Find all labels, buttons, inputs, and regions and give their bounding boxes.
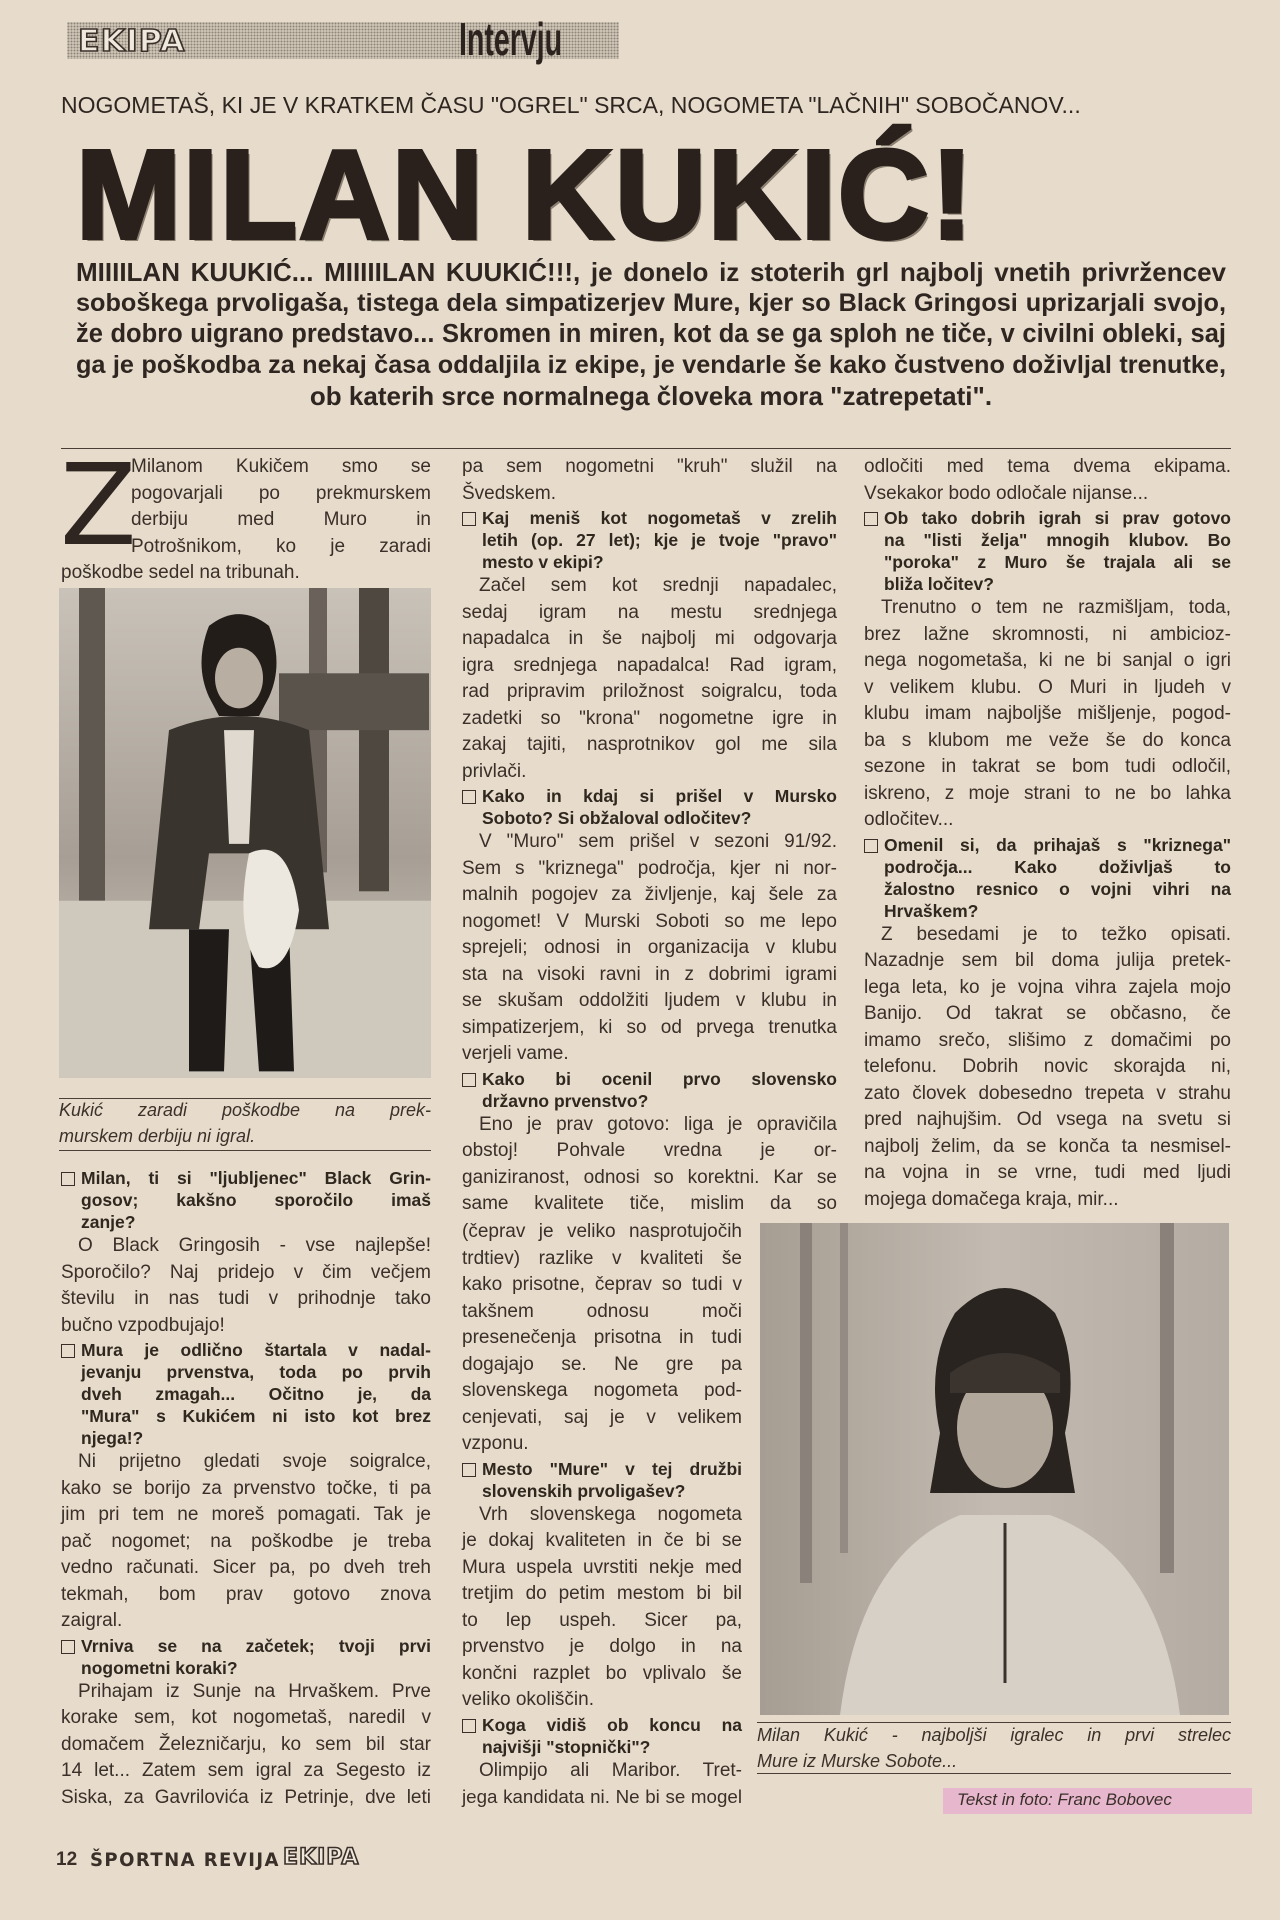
answer-line: tekmah, bom prav gotovo znova: [61, 1583, 431, 1605]
photo-caption: [757, 1722, 1231, 1774]
lead-paragraph: [76, 257, 1226, 412]
answer-line: Ni prijetno gledati svoje soigralce,: [78, 1451, 431, 1472]
divider: [61, 448, 1231, 449]
question-line: žalostno resnico o vojni vihri na: [884, 878, 1231, 899]
interview-answer: [61, 1233, 431, 1339]
column-2: [462, 454, 837, 1218]
answer-line: kako prisotne, čeprav so tudi v: [462, 1274, 742, 1295]
photo-caption: [59, 1097, 431, 1149]
interview-question: [864, 507, 1231, 595]
answer-line: zato človek dobesedno trepeta v strahu: [864, 1082, 1231, 1104]
answer-line: pač nogomet; na poškodbe je treba: [61, 1530, 431, 1552]
question-box-icon: [462, 1719, 476, 1733]
question-line: Vrniva se na začetek; tvoji prvi: [81, 1635, 431, 1656]
answer-line: brez lažne skromnosti, ni ambicioz-: [864, 623, 1231, 645]
answer-line: Trenutno o tem ne razmišljam, toda,: [881, 597, 1231, 618]
answer-line: Olimpijo ali Maribor. Tret-: [479, 1759, 742, 1781]
answer-line: tretjim do petim mestom bi bil: [462, 1583, 742, 1604]
section-label: Intervju: [459, 13, 563, 65]
interview-answer: [462, 573, 837, 785]
answer-line: Začel sem kot srednji napadalec,: [479, 575, 837, 596]
answer-line: sedaj igram na mestu srednjega: [462, 601, 837, 623]
question-line: letih (op. 27 let); kje je tvoje "pravo": [482, 530, 837, 550]
answer-line: nega nogometaša, ki ne bi sanjal o igri: [864, 650, 1231, 671]
answer-line: nogomet! V Murski Soboti so me lepo: [462, 910, 837, 932]
question-line: najvišji "stopnički"?: [482, 1736, 651, 1757]
lead-line: že dobro uigrano predstavo... Skromen in miren, kot da se ga sploh ne tiče, v civilni obleki, saj: [76, 320, 1226, 348]
answer-line: v velikem klubu. O Muri in ljudeh v: [864, 676, 1231, 698]
interview-question: [462, 785, 837, 829]
answer-line: pa sem nogometni "kruh" služil na: [462, 456, 837, 477]
interview-answer: [462, 1758, 742, 1811]
ekipa-footer-logo: EKIPA: [283, 1845, 360, 1870]
answer-line: sprejeli; odnosi in organizacija v klubu: [462, 937, 837, 958]
question-line: Soboto? Si obžaloval odločitev?: [482, 808, 752, 828]
answer-line: domačem Železničarju, ko sem bil star: [61, 1733, 431, 1755]
question-line: njega!?: [81, 1428, 144, 1448]
answer-line: jim pri tem ne moreš pomagati. Tak je: [61, 1504, 431, 1525]
question-line: področja... Kako doživljaš to: [884, 856, 1231, 877]
answer-line: (čeprav je veliko nasprotujočih: [462, 1221, 742, 1242]
intro-line: pogovarjali po prekmurskem: [131, 482, 431, 504]
question-line: Koga vidiš ob koncu na: [482, 1714, 742, 1735]
answer-line: cenjevati, saj je v velikem: [462, 1406, 742, 1428]
photo-kukic-portrait: [760, 1223, 1229, 1715]
caption-line: murskem derbiju ni igral.: [59, 1126, 256, 1146]
answer-line: Eno je prav gotovo: liga je opravičila: [479, 1113, 837, 1135]
answer-line: vzponu.: [462, 1433, 529, 1454]
answer-line: jega kandidata ni. Ne bi se mogel: [462, 1786, 742, 1807]
question-box-icon: [462, 790, 476, 804]
question-line: "Mura" s Kukićem ni isto kot brez: [81, 1406, 431, 1426]
answer-line: telefonu. Dobrih novic skorajda ni,: [864, 1056, 1231, 1077]
answer-line: kako se borijo za prvenstvo točke, ti pa: [61, 1477, 431, 1499]
page-number: 12: [56, 1849, 78, 1870]
caption-line: Kukić zaradi poškodbe na prek-: [59, 1100, 431, 1120]
interview-answer: [61, 1679, 431, 1812]
answer-line: Vrh slovenskega nogometa: [479, 1503, 742, 1525]
interview-question: [61, 1167, 431, 1233]
question-line: Mesto "Mure" v tej družbi: [482, 1458, 742, 1479]
interview-answer: [864, 454, 1231, 507]
interview-question: [462, 1068, 837, 1112]
caption-rule-bottom: [59, 1150, 431, 1151]
interview-question: [864, 834, 1231, 922]
interview-answer: [864, 922, 1231, 1214]
photo-kukic-park: [59, 588, 431, 1078]
question-box-icon: [61, 1640, 75, 1654]
answer-line: igra srednjega napadalca! Rad igram,: [462, 654, 837, 676]
answer-line: O Black Gringosih - vse najlepše!: [78, 1235, 431, 1256]
answer-line: Siska, za Gavrilovića iz Petrinje, dve leti: [61, 1786, 431, 1808]
question-box-icon: [864, 839, 878, 853]
intro-line: poškodbe sedel na tribunah.: [61, 562, 300, 583]
question-line: Milan, ti si "ljubljenec" Black Grin-: [81, 1168, 431, 1188]
ekipa-logo: EKIPA: [78, 24, 186, 59]
question-box-icon: [462, 512, 476, 526]
answer-line: Banijo. Od takrat se občasno, če: [864, 1003, 1231, 1024]
answer-line: V "Muro" sem prišel v sezoni 91/92.: [479, 831, 837, 852]
question-box-icon: [61, 1172, 75, 1186]
question-line: Kako in kdaj si prišel v Mursko: [482, 786, 837, 806]
answer-line: bučno vzpodbujajo!: [61, 1314, 225, 1336]
answer-line: prvenstvo je dolgo in na: [462, 1636, 742, 1657]
answer-line: odločiti med tema dvema ekipama.: [864, 456, 1231, 477]
interview-answer: [462, 1219, 742, 1458]
answer-line: najbolj želim, da se konča ta nesmisel-: [864, 1135, 1231, 1157]
answer-line: Sporočilo? Naj pridejo v čim večjem: [61, 1261, 431, 1283]
answer-line: rad pripravim priložnost soigralcu, toda: [462, 681, 837, 702]
question-line: slovenskih prvoligašev?: [482, 1480, 686, 1501]
intro-line: Milanom Kukičem smo se: [131, 456, 431, 477]
question-line: zanje?: [81, 1212, 136, 1232]
answer-line: zakaj tajiti, nasprotnikov gol me sila: [462, 734, 837, 755]
intro-paragraph: [60, 441, 431, 587]
question-line: bliža ločitev?: [884, 574, 994, 594]
answer-line: trdtiev) razlike v kvaliteti še: [462, 1247, 742, 1269]
credit-text: Tekst in foto: Franc Bobovec: [957, 1790, 1172, 1809]
question-line: jevanju prvenstva, toda po prvih: [81, 1362, 431, 1382]
answer-line: imamo srečo, slišimo z domačimi po: [864, 1029, 1231, 1051]
question-box-icon: [61, 1344, 75, 1358]
interview-answer: [462, 1112, 837, 1218]
answer-line: zaigral.: [61, 1610, 123, 1631]
answer-line: presenečenja prisotna in tudi: [462, 1327, 742, 1348]
answer-line: mojega domačega kraja, mir...: [864, 1188, 1119, 1210]
answer-line: napadalca in še najbolj mi odgovarja: [462, 628, 837, 649]
question-box-icon: [864, 512, 878, 526]
interview-answer: [864, 595, 1231, 834]
answer-line: obstoj! Pohvale vredna je or-: [462, 1140, 837, 1161]
question-line: Mura je odlično štartala v nadal-: [81, 1340, 431, 1360]
answer-line: same kvalitete tiče, mislim da so: [462, 1193, 837, 1214]
kicker-subtitle: NOGOMETAŠ, KI JE V KRATKEM ČASU "OGREL" SRCA, NOGOMETA "LAČNIH" SOBOČANOV...: [61, 92, 1081, 118]
answer-line: na vojna in se vrne, tudi med ljudi: [864, 1162, 1231, 1183]
interview-question: [462, 507, 837, 573]
answer-line: Nazadnje sem bil doma julija pretek-: [864, 950, 1231, 971]
author-credit: [943, 1788, 1252, 1814]
answer-line: simpatizerjem, ki so od prvega trenutka: [462, 1016, 837, 1038]
answer-line: dogajajo se. Ne gre pa: [462, 1353, 742, 1375]
interview-answer: [61, 1449, 431, 1635]
answer-line: klubu imam najboljše mišljenje, pogod-: [864, 703, 1231, 724]
question-box-icon: [462, 1073, 476, 1087]
question-line: državno prvenstvo?: [482, 1090, 649, 1111]
answer-line: malnih pogojev za življenje, kaj šele za: [462, 884, 837, 905]
caption-rule-bottom: [757, 1773, 1231, 1774]
interview-answer: [462, 454, 837, 507]
question-line: nogometni koraki?: [81, 1657, 238, 1678]
intro-line: Potrošnikom, ko je zaradi: [131, 535, 431, 557]
answer-line: veliko okoliščin.: [462, 1689, 594, 1710]
lead-line: ob katerih srce normalnega človeka mora "zatrepetati".: [309, 381, 993, 411]
answer-line: vedno računati. Sicer pa, po dveh treh: [61, 1557, 431, 1578]
drop-cap: Z: [60, 441, 137, 571]
answer-line: iskreno, z moje strani to ne bo lahka: [864, 782, 1231, 804]
answer-line: 14 let... Zatem sem igral za Segesto iz: [61, 1760, 431, 1781]
question-line: Kaj meniš kot nogometaš v zrelih: [482, 508, 837, 528]
answer-line: pred najhujšim. Od vsega na svetu si: [864, 1109, 1231, 1130]
headline: MILAN KUKIĆ!: [76, 124, 975, 265]
interview-answer: [462, 829, 837, 1068]
answer-line: privlači.: [462, 760, 527, 782]
caption-line: Milan Kukić - najboljši igralec in prvi strelec: [757, 1725, 1231, 1745]
lead-line: ga je poškodba za nekaj časa oddaljila iz ekipe, je vendarle še kako čustveno doživljal trenutke,: [76, 351, 1226, 379]
intro-line: derbiju med Muro in: [131, 509, 431, 530]
answer-line: korake sem, kot nogometaš, naredil v: [61, 1707, 431, 1728]
answer-line: je dokaj kvaliteten in če bi se: [462, 1530, 742, 1551]
answer-line: Švedskem.: [462, 482, 556, 504]
answer-line: takšnem odnosu moči: [462, 1300, 742, 1322]
answer-line: sezone in takrat se bom tudi odločil,: [864, 756, 1231, 777]
interview-question: [61, 1339, 431, 1449]
magazine-name: ŠPORTNA REVIJA: [90, 1849, 280, 1871]
question-line: gosov; kakšno sporočilo imaš: [81, 1190, 431, 1210]
answer-line: Prihajam iz Sunje na Hrvaškem. Prve: [78, 1680, 431, 1702]
column-2-beside-photo: [462, 1219, 742, 1811]
answer-line: se skušam oddolžiti ljudem v klubu in: [462, 990, 837, 1011]
answer-line: lega leta, ko je vojna vihra zajela mojo: [864, 976, 1231, 998]
answer-line: ba s klubom me veže še do konca: [864, 729, 1231, 751]
interview-question: [462, 1458, 742, 1502]
answer-line: Vsekakor bodo odločale nijanse...: [864, 482, 1149, 504]
lead-line: MIIIILAN KUUKIĆ... MIIIIILAN KUUKIĆ!!!, je donelo iz stoterih grl najbolj vnetih privržencev: [76, 257, 1226, 287]
answer-line: ganiziranost, odnosi so korektni. Kar se: [462, 1166, 837, 1188]
question-line: Omenil si, da prihajaš s "kriznega": [884, 834, 1231, 855]
answer-line: sta na visoki ravni in z dobrimi igrami: [462, 963, 837, 985]
answer-line: verjeli vame.: [462, 1043, 569, 1064]
question-box-icon: [462, 1463, 476, 1477]
question-line: mesto v ekipi?: [482, 552, 604, 572]
answer-line: slovenskega nogometa pod-: [462, 1380, 742, 1401]
interview-question: [462, 1714, 742, 1758]
question-line: Hrvaškem?: [884, 900, 979, 921]
interview-answer: [462, 1502, 742, 1714]
answer-line: Z besedami je to težko opisati.: [881, 923, 1231, 945]
answer-line: Mura uspela uvrstiti nekje med: [462, 1556, 742, 1578]
column-3: [864, 454, 1231, 1213]
question-line: dveh zmagah... Očitno je, da: [81, 1384, 431, 1404]
interview-question: [61, 1635, 431, 1679]
column-1: [61, 1167, 431, 1811]
answer-line: to lep uspeh. Sicer pa,: [462, 1609, 742, 1631]
question-line: Ob tako dobrih igrah si prav gotovo: [884, 508, 1231, 528]
question-line: "poroka" z Muro še trajala ali se: [884, 552, 1231, 572]
lead-line: soboškega prvoligaša, tistega dela simpatizerjev Mure, kjer so Black Gringosi uprizarjali svojo,: [76, 289, 1226, 317]
caption-line: Mure iz Murske Sobote...: [757, 1751, 958, 1771]
answer-line: zadetki so "krona" nogometne igre in: [462, 707, 837, 729]
answer-line: odločitev...: [864, 809, 954, 830]
answer-line: številu in nas tudi v prihodnje tako: [61, 1288, 431, 1309]
answer-line: končni razplet bo vplivalo še: [462, 1662, 742, 1684]
question-line: na "listi želja" mnogih klubov. Bo: [884, 530, 1231, 550]
answer-line: Sem s "kriznega" področja, kjer ni nor-: [462, 857, 837, 879]
question-line: Kako bi ocenil prvo slovensko: [482, 1068, 837, 1089]
